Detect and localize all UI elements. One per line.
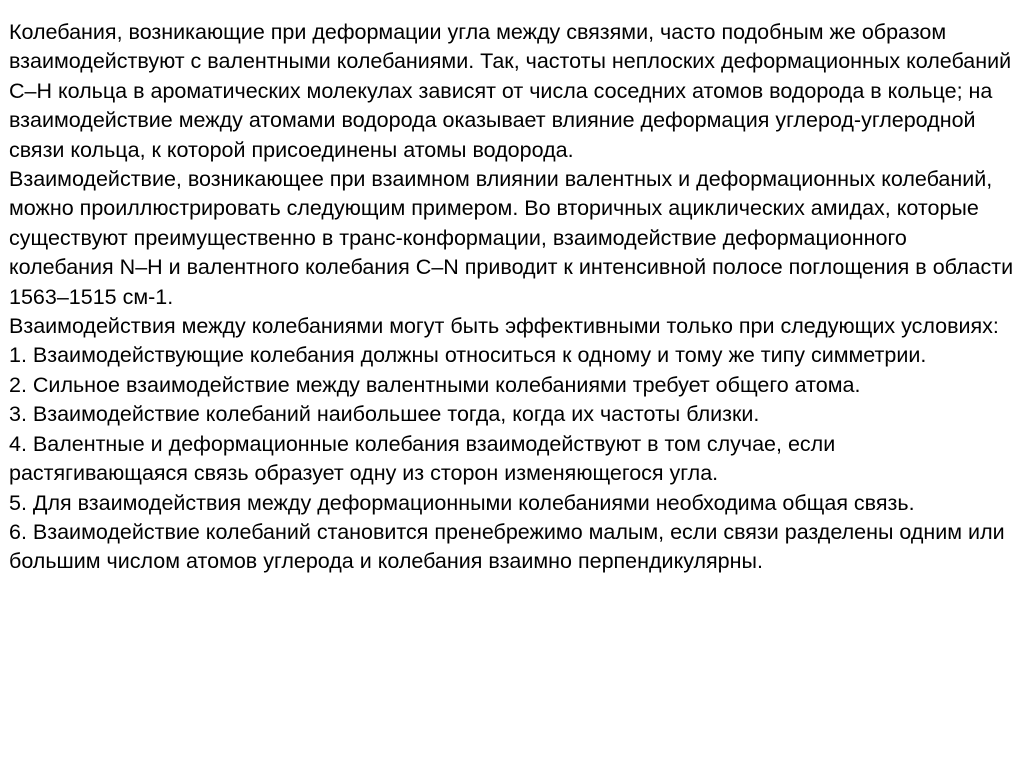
condition-item-5: 5. Для взаимодействия между деформационными колебаниями необходима общая связь. — [9, 490, 915, 515]
condition-item-6: 6. Взаимодействие колебаний становится пренебрежимо малым, если связи разделены одним или большим числом атомов углерода и колебания взаимно перпендикулярны. — [9, 519, 1005, 574]
paragraph-coupling-amide: Взаимодействие, возникающее при взаимном влиянии валентных и деформационных колебаний, можно проиллюстрировать следующим примером. Во вторичных ациклических амидах, которые существуют преимущественно в транс-конформации, взаимодействие деформационного колебания N–H и валентного колебания C–N приводит к интенсивной полосе поглощения в области 1563–1515 см-1. — [9, 167, 1014, 309]
condition-item-2: 2. Сильное взаимодействие между валентными колебаниями требует общего атома. — [9, 372, 861, 397]
paragraph-coupling-bending: Колебания, возникающие при деформации угла между связями, часто подобным же образом взаимодействуют с валентными колебаниями. Так, частоты неплоских деформационных колебаний С–Н кольца в ароматических молекулах зависят от числа соседних атомов водорода в кольце; на взаимодействие между атомами водорода оказывает влияние деформация углерод-углеродной связи кольца, к которой присоединены атомы водорода. — [9, 20, 1012, 162]
condition-item-3: 3. Взаимодействие колебаний наибольшее тогда, когда их частоты близки. — [9, 402, 760, 427]
condition-item-1: 1. Взаимодействующие колебания должны относиться к одному и тому же типу симметрии. — [9, 343, 927, 368]
document-body — [9, 18, 1014, 577]
paragraph-conditions-intro: Взаимодействия между колебаниями могут быть эффективными только при следующих условиях: — [9, 314, 999, 339]
condition-item-4: 4. Валентные и деформационные колебания взаимодействуют в том случае, если растягивающаяся связь образует одну из сторон изменяющегося угла. — [9, 431, 836, 486]
